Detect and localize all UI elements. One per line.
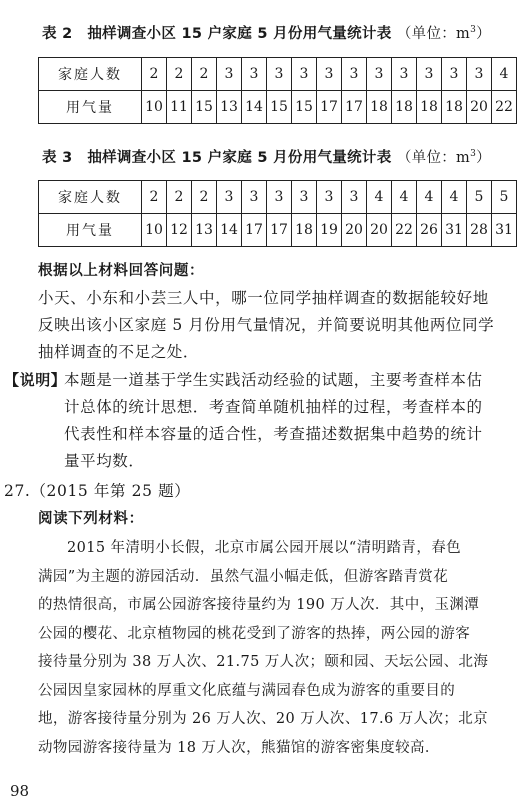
note-line: 代表性和样本容量的适合性，考查描述数据集中趋势的统计	[64, 425, 483, 443]
table-cell: 4	[392, 181, 417, 214]
table2-caption-label: 表 2 抽样调查小区 15 户家庭 5 月份用气量统计表	[42, 26, 392, 42]
table-cell: 3	[267, 58, 292, 91]
material-line: 公园因皇家园林的厚重文化底蕴与满园春色成为游客的重要目的	[38, 682, 456, 699]
table-cell: 17	[267, 214, 292, 247]
table-cell: 14	[242, 91, 267, 124]
table-cell: 2	[192, 181, 217, 214]
table-cell: 4	[492, 58, 517, 91]
table-cell: 3	[392, 58, 417, 91]
table-cell: 17	[317, 91, 342, 124]
table-cell: 22	[392, 214, 417, 247]
note-line: 量平均数．	[64, 452, 145, 470]
table-cell: 18	[442, 91, 467, 124]
table-cell: 3	[292, 58, 317, 91]
table-cell: 2	[142, 58, 167, 91]
table3	[38, 180, 517, 247]
question-line: 反映出该小区家庭 5 月份用气量情况，并简要说明其他两位同学	[38, 316, 495, 334]
table-cell: 2	[192, 58, 217, 91]
table3-caption-label: 表 3 抽样调查小区 15 户家庭 5 月份用气量统计表	[42, 150, 392, 166]
material-line: 公园的樱花、北京植物园的桃花受到了游客的热捧，两公园的游客	[38, 625, 471, 642]
table-cell: 2	[167, 58, 192, 91]
table3-caption	[42, 146, 491, 167]
note-label: 【说明】	[4, 371, 67, 389]
table-cell: 2	[142, 181, 167, 214]
table2	[38, 57, 517, 124]
table3-row-gas-usage	[39, 214, 517, 247]
material-line: 2015 年清明小长假，北京市属公园开展以“清明踏青，春色	[67, 540, 462, 556]
table-cell: 31	[492, 214, 517, 247]
table-cell: 10	[142, 91, 167, 124]
table-cell: 15	[267, 91, 292, 124]
table-cell: 4	[442, 181, 467, 214]
table3-caption-unit: （单位：$m^3$）	[396, 149, 491, 166]
table-cell: 14	[217, 214, 242, 247]
table-cell: 28	[467, 214, 492, 247]
table2-row-household-size	[39, 58, 517, 91]
question-heading: 根据以上材料回答问题：	[38, 263, 205, 279]
material-line: 动物园游客接待量为 18 万人次，熊猫馆的游客密集度较高．	[38, 739, 440, 756]
table-cell: 3	[217, 58, 242, 91]
question-line: 小天、小东和小芸三人中，哪一位同学抽样调查的数据能较好地	[38, 289, 489, 307]
material-line: 接待量分别为 38 万人次、21.75 万人次；颐和园、天坛公园、北海	[38, 654, 489, 670]
table-cell: 3	[317, 181, 342, 214]
material-line: 满园”为主题的游园活动．虽然气温小幅走低，但游客踏青赏花	[38, 568, 449, 585]
table-cell: 31	[442, 214, 467, 247]
table-cell: 3	[442, 58, 467, 91]
row-header: 用气量	[39, 214, 142, 247]
table-cell: 3	[242, 181, 267, 214]
table-cell: 13	[217, 91, 242, 124]
table-cell: 18	[417, 91, 442, 124]
table-cell: 17	[342, 91, 367, 124]
table-cell: 12	[167, 214, 192, 247]
table-cell: 18	[367, 91, 392, 124]
table-cell: 2	[167, 181, 192, 214]
material-line: 地，游客接待量分别为 26 万人次、20 万人次、17.6 万人次；北京	[38, 711, 489, 727]
note-text	[64, 367, 524, 475]
table3-row-household-size	[39, 181, 517, 214]
table-cell: 3	[467, 58, 492, 91]
table-cell: 20	[367, 214, 392, 247]
table-cell: 4	[417, 181, 442, 214]
note-line: 计总体的统计思想．考查简单随机抽样的过程，考查样本的	[64, 398, 483, 416]
table-cell: 11	[167, 91, 192, 124]
table-cell: 26	[417, 214, 442, 247]
table2-caption	[42, 22, 491, 43]
page-number: 98	[10, 782, 30, 800]
table-cell: 22	[492, 91, 517, 124]
table2-row-gas-usage	[39, 91, 517, 124]
row-header: 用气量	[39, 91, 142, 124]
table-cell: 3	[267, 181, 292, 214]
table-cell: 10	[142, 214, 167, 247]
question-text	[38, 285, 518, 366]
table-cell: 15	[192, 91, 217, 124]
table-cell: 3	[342, 181, 367, 214]
row-header: 家庭人数	[39, 181, 142, 214]
table-cell: 20	[467, 91, 492, 124]
table-cell: 20	[342, 214, 367, 247]
table-cell: 3	[217, 181, 242, 214]
table-cell: 3	[417, 58, 442, 91]
table-cell: 15	[292, 91, 317, 124]
problem-number: 27.（2015 年第 25 题）	[4, 482, 191, 500]
table-cell: 3	[342, 58, 367, 91]
table-cell: 5	[492, 181, 517, 214]
question-line: 抽样调查的不足之处．	[38, 343, 200, 361]
table-cell: 3	[242, 58, 267, 91]
table-cell: 18	[292, 214, 317, 247]
note-line: 本题是一道基于学生实践活动经验的试题，主要考查样本估	[64, 371, 483, 389]
row-header: 家庭人数	[39, 58, 142, 91]
table-cell: 5	[467, 181, 492, 214]
table-cell: 19	[317, 214, 342, 247]
table2-caption-unit: （单位：$m^3$）	[396, 25, 491, 42]
material-text	[38, 534, 522, 762]
table-cell: 3	[292, 181, 317, 214]
table-cell: 13	[192, 214, 217, 247]
table-cell: 17	[242, 214, 267, 247]
table-cell: 3	[367, 58, 392, 91]
table-cell: 4	[367, 181, 392, 214]
read-heading: 阅读下列材料：	[38, 511, 144, 527]
table-cell: 3	[317, 58, 342, 91]
table-cell: 18	[392, 91, 417, 124]
material-line: 的热情很高，市属公园游客接待量约为 190 万人次．其中，玉渊潭	[38, 597, 480, 613]
